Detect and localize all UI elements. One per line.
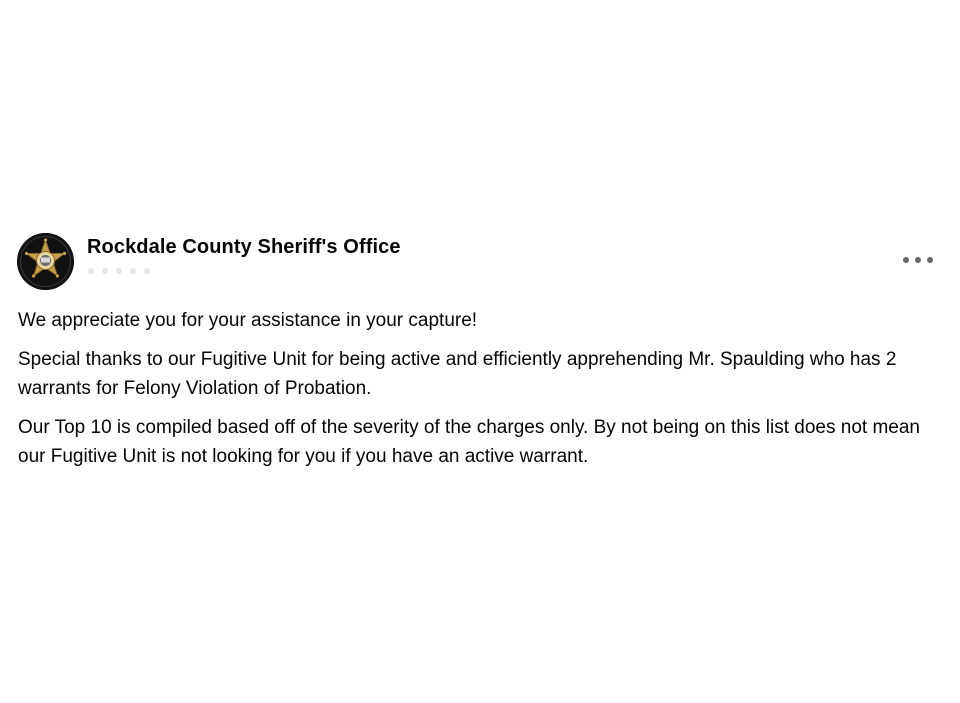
- facebook-post: [0, 228, 960, 467]
- post-paragraph: We appreciate you for your assistance in your capture!: [18, 310, 478, 331]
- meta-placeholder: [144, 268, 150, 274]
- meta-placeholder: [88, 268, 94, 274]
- post-paragraph: Special thanks to our Fugitive Unit for being active and efficiently apprehending Mr. Spaulding who has 2 warrants for Felony Violation of Probation.: [18, 349, 897, 399]
- author-name[interactable]: Rockdale County Sheriff's Office: [87, 236, 401, 258]
- meta-placeholder: [102, 268, 108, 274]
- more-dot: [903, 257, 909, 263]
- more-options-icon[interactable]: [903, 250, 933, 270]
- meta-placeholder: [116, 268, 122, 274]
- profile-avatar[interactable]: [17, 233, 74, 290]
- post-paragraph: Our Top 10 is compiled based off of the severity of the charges only. By not being on this list does not mean our Fugitive Unit is not looking for you if you have an active warrant.: [18, 417, 920, 467]
- meta-placeholder: [130, 268, 136, 274]
- more-dot: [915, 257, 921, 263]
- post-meta: [88, 268, 150, 274]
- post-header: [0, 228, 960, 292]
- sheriff-badge-icon: [17, 233, 74, 290]
- post-body: [18, 306, 943, 481]
- more-dot: [927, 257, 933, 263]
